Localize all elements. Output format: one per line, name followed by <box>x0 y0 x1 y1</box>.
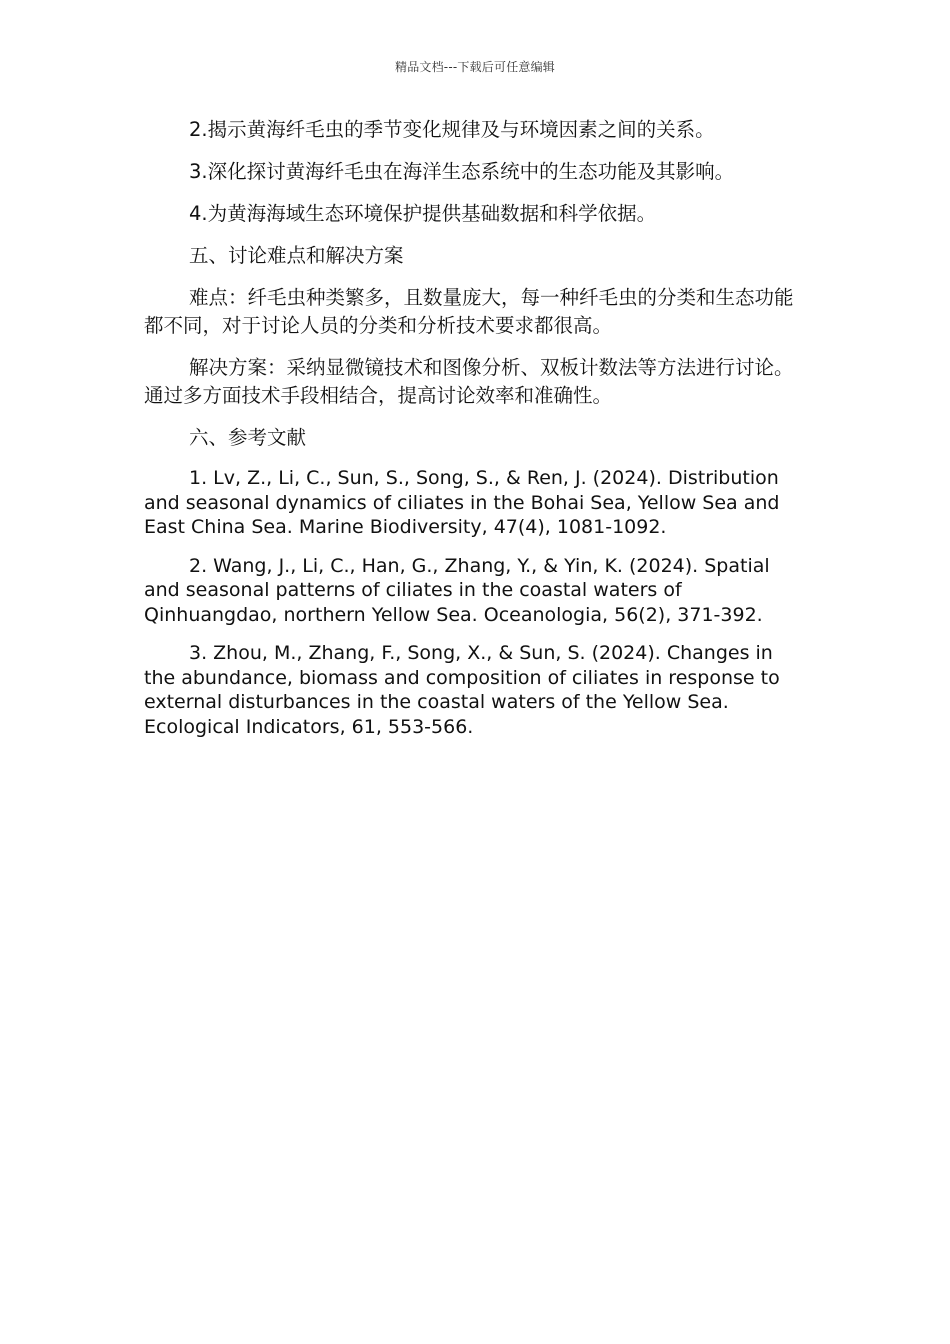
difficulty-paragraph: 难点：纤毛虫种类繁多，且数量庞大，每一种纤毛虫的分类和生态功能都不同，对于讨论人员的分类和分析技术要求都很高。 <box>144 286 794 337</box>
section-heading-references: 六、参考文献 <box>189 426 307 449</box>
objective-item: 4.为黄海海域生态环境保护提供基础数据和科学依据。 <box>189 202 657 225</box>
solution-paragraph: 解决方案：采纳显微镜技术和图像分析、双板计数法等方法进行讨论。通过多方面技术手段相结合，提高讨论效率和准确性。 <box>144 356 794 407</box>
reference-item: 1. Lv, Z., Li, C., Sun, S., Song, S., & Ren, J. (2024). Distribution and seasonal dynamics of ciliates in the Bohai Sea, Yellow Sea and East China Sea. Marine Biodiversity, 47(4), 1081-1092. <box>144 467 780 538</box>
page-header: 精品文档---下载后可任意编辑 <box>395 60 555 74</box>
document-body <box>144 116 808 753</box>
objective-item: 2.揭示黄海纤毛虫的季节变化规律及与环境因素之间的关系。 <box>189 118 715 141</box>
reference-item: 3. Zhou, M., Zhang, F., Song, X., & Sun, S. (2024). Changes in the abundance, biomass and composition of ciliates in response to external disturbances in the coastal waters of the Yellow Sea. Ecological Indicators, 61, 553-566. <box>144 642 780 738</box>
section-heading-difficulties: 五、讨论难点和解决方案 <box>189 244 404 267</box>
reference-item: 2. Wang, J., Li, C., Han, G., Zhang, Y., & Yin, K. (2024). Spatial and seasonal patterns of ciliates in the coastal waters of Qinhuangdao, northern Yellow Sea. Oceanologia, 56(2), 371-392. <box>144 554 770 626</box>
objective-item: 3.深化探讨黄海纤毛虫在海洋生态系统中的生态功能及其影响。 <box>189 160 735 183</box>
